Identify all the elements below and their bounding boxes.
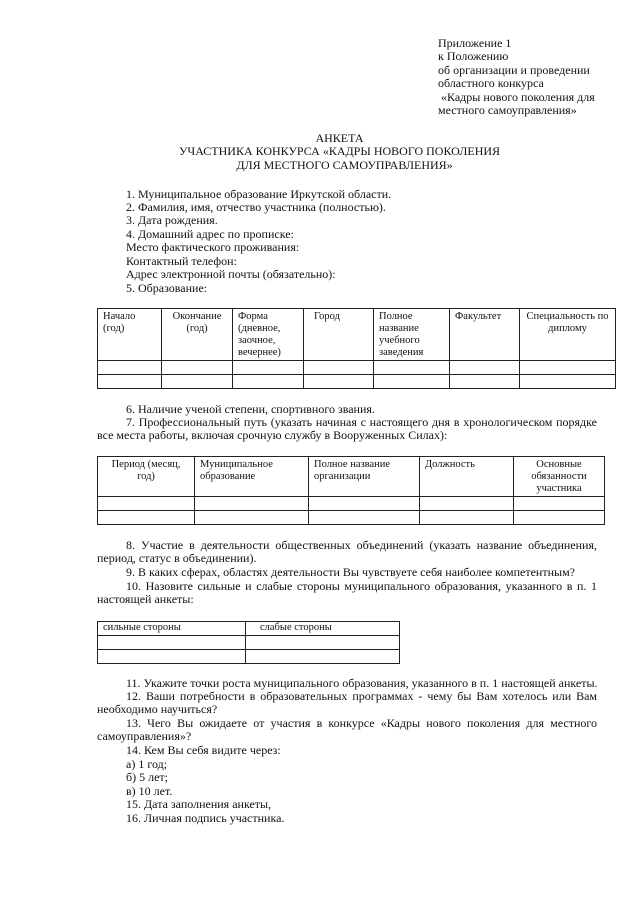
header-cell: Должность	[420, 457, 514, 497]
input-cell[interactable]	[520, 361, 616, 375]
appendix-header	[438, 37, 633, 117]
appendix-line: областного конкурса	[438, 76, 544, 91]
input-cell[interactable]	[98, 650, 246, 664]
question-1: 1. Муниципальное образование Иркутской области.	[126, 187, 392, 201]
question-11: 11. Укажите точки роста муниципального образования, указанного в п. 1 настоящей анкеты.	[126, 676, 598, 690]
input-cell[interactable]	[233, 375, 304, 389]
input-cell[interactable]	[98, 636, 246, 650]
header-cell: Факультет	[450, 309, 520, 361]
header-cell: Полное название организации	[309, 457, 420, 497]
input-cell[interactable]	[98, 361, 162, 375]
input-cell[interactable]	[162, 361, 233, 375]
header-cell: Город	[304, 309, 374, 361]
header-cell: сильные стороны	[98, 622, 246, 636]
input-cell[interactable]	[195, 497, 309, 511]
question-9: 9. В каких сферах, областях деятельности Вы чувствуете себя наиболее компетентным?	[126, 565, 575, 579]
input-cell[interactable]	[374, 361, 450, 375]
header-cell: Окончание (год)	[162, 309, 233, 361]
input-cell[interactable]	[162, 375, 233, 389]
table-header-row	[98, 457, 605, 497]
question-10: 10. Назовите сильные и слабые стороны муниципального образования, указанного в п. 1 настоящей анкеты:	[97, 579, 597, 607]
header-cell: слабые стороны	[246, 622, 400, 636]
strengths-weaknesses-table	[97, 621, 400, 664]
input-cell[interactable]	[450, 375, 520, 389]
header-cell: Муниципальное образование	[195, 457, 309, 497]
input-cell[interactable]	[246, 636, 400, 650]
input-cell[interactable]	[374, 375, 450, 389]
input-cell[interactable]	[98, 511, 195, 525]
question-4-phone: Контактный телефон:	[126, 254, 237, 268]
title-line: УЧАСТНИКА КОНКУРСА «КАДРЫ НОВОГО ПОКОЛЕНИЯ	[178, 144, 501, 159]
input-cell[interactable]	[450, 361, 520, 375]
education-table	[97, 308, 616, 389]
table-header-row	[98, 309, 616, 361]
table-row	[98, 650, 400, 664]
header-cell: Начало (год)	[98, 309, 162, 361]
header-cell: Основные обязанности участника	[514, 457, 605, 497]
appendix-line: к Положению	[438, 49, 509, 64]
appendix-line: местного самоуправления»	[438, 103, 577, 118]
question-6: 6. Наличие ученой степени, спортивного звания.	[126, 402, 375, 416]
question-2: 2. Фамилия, имя, отчество участника (полностью).	[126, 200, 386, 214]
question-4-email: Адрес электронной почты (обязательно):	[126, 267, 336, 281]
question-15: 15. Дата заполнения анкеты,	[126, 797, 272, 811]
table-row	[98, 361, 616, 375]
question-7: 7. Профессиональный путь (указать начиная с настоящего дня в хронологическом порядке все места работы, включая срочную службу в Вооруженных Силах):	[97, 415, 597, 443]
table-row	[98, 497, 605, 511]
appendix-line: «Кадры нового поколения для	[441, 89, 595, 104]
input-cell[interactable]	[233, 361, 304, 375]
input-cell[interactable]	[309, 511, 420, 525]
question-14: 14. Кем Вы себя видите через:	[126, 743, 281, 757]
question-16: 16. Личная подпись участника.	[126, 811, 285, 825]
question-14-option-c: в) 10 лет.	[126, 784, 173, 798]
question-14-option-a: а) 1 год;	[126, 757, 168, 771]
input-cell[interactable]	[304, 361, 374, 375]
question-4: 4. Домашний адрес по прописке:	[126, 227, 294, 241]
work-history-table	[97, 456, 605, 525]
title-line: ДЛЯ МЕСТНОГО САМОУПРАВЛЕНИЯ»	[236, 157, 453, 172]
input-cell[interactable]	[195, 511, 309, 525]
question-8: 8. Участие в деятельности общественных объединений (указать название объединения, период, статус в объединении).	[97, 538, 597, 566]
header-cell: Период (месяц, год)	[98, 457, 195, 497]
question-13: 13. Чего Вы ожидаете от участия в конкурсе «Кадры нового поколения для местного самоуправления»?	[97, 716, 597, 744]
title-line: АНКЕТА	[315, 131, 364, 145]
appendix-line: об организации и проведении	[438, 62, 590, 77]
table-row	[98, 375, 616, 389]
input-cell[interactable]	[246, 650, 400, 664]
question-14-option-b: б) 5 лет;	[126, 770, 168, 784]
page-title	[0, 132, 639, 172]
question-3: 3. Дата рождения.	[126, 213, 218, 227]
header-cell: Полное название учебного заведения	[374, 309, 450, 361]
appendix-line: Приложение 1	[438, 36, 512, 50]
header-cell: Специальность по диплому	[520, 309, 616, 361]
input-cell[interactable]	[520, 375, 616, 389]
input-cell[interactable]	[98, 497, 195, 511]
question-4-residence: Место фактического проживания:	[126, 240, 300, 254]
question-5: 5. Образование:	[126, 281, 208, 295]
input-cell[interactable]	[309, 497, 420, 511]
input-cell[interactable]	[98, 375, 162, 389]
table-header-row	[98, 622, 400, 636]
input-cell[interactable]	[514, 497, 605, 511]
input-cell[interactable]	[304, 375, 374, 389]
input-cell[interactable]	[420, 511, 514, 525]
table-row	[98, 511, 605, 525]
header-cell: Форма (дневное, заочное, вечернее)	[233, 309, 304, 361]
table-row	[98, 636, 400, 650]
question-12: 12. Ваши потребности в образовательных программах - чему бы Вам хотелось или Вам необходимо научиться?	[97, 689, 597, 717]
input-cell[interactable]	[514, 511, 605, 525]
input-cell[interactable]	[420, 497, 514, 511]
